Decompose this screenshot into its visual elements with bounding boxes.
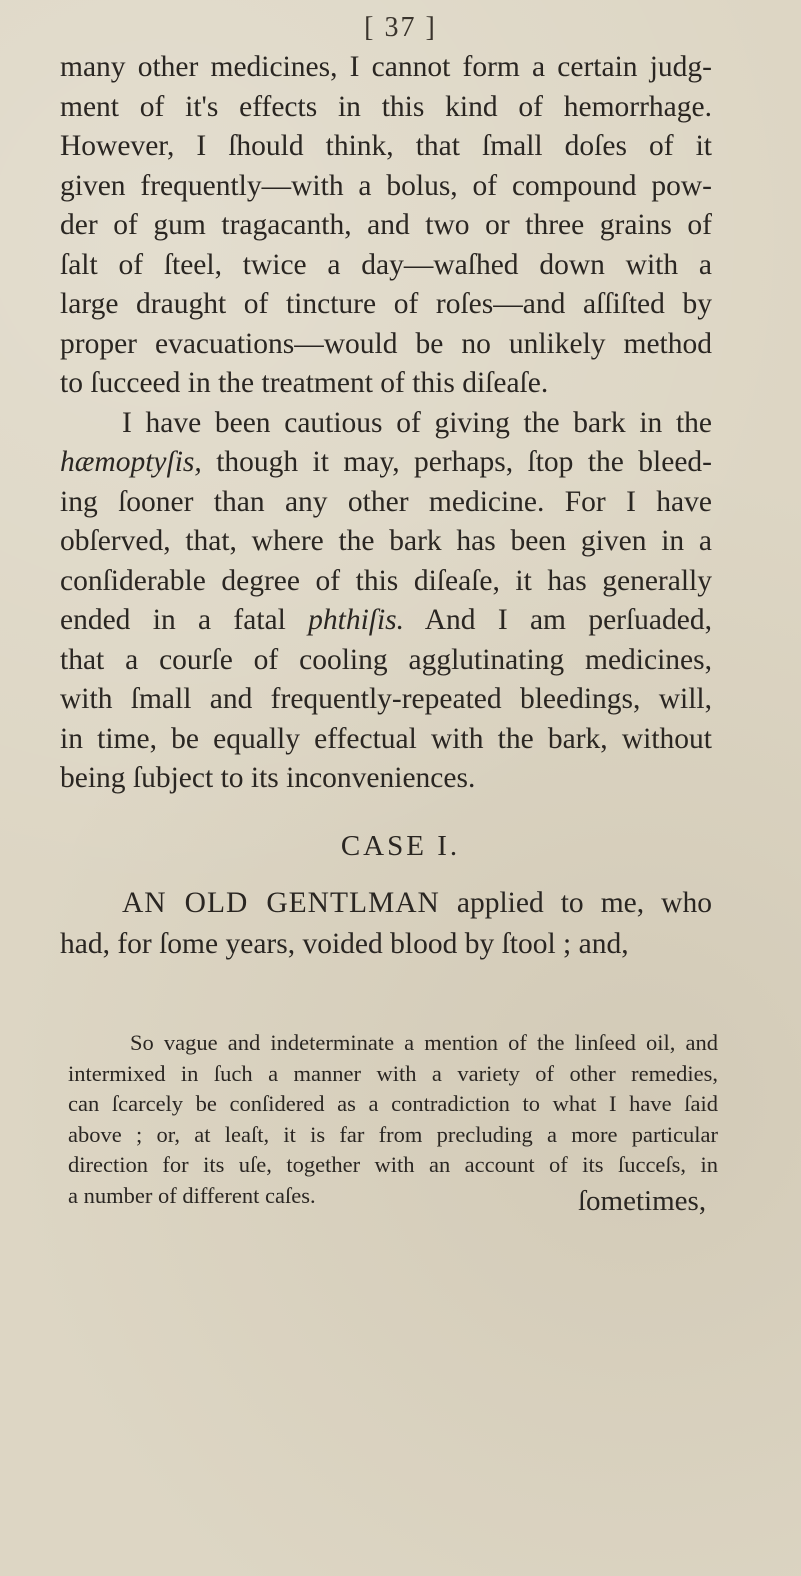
case-heading: CASE I. <box>340 830 461 862</box>
text-line: ing ſooner than any other medicine. For I have <box>60 485 712 518</box>
footnote <box>68 1028 718 1211</box>
text-line: However, I ſhould think, that ſmall doſes of it <box>60 130 712 162</box>
case-text <box>60 883 712 965</box>
text-line: large draught of tincture of roſes—and aſſiſted by <box>60 288 712 320</box>
text-line: conſiderable degree of this diſeaſe, it has generally <box>60 564 712 597</box>
footnote-line: So vague and indeterminate a mention of the linſeed oil, and <box>130 1030 718 1055</box>
text-line: many other medicines, I cannot form a certain judg- <box>60 51 712 83</box>
text-line: had, for ſome years, voided blood by ſtool ; and, <box>60 928 629 960</box>
text-line: obſerved, that, where the bark has been given in a <box>60 525 712 557</box>
text-line <box>60 883 712 924</box>
footnote-line: intermixed in ſuch a manner with a variety of other remedies, <box>68 1060 718 1086</box>
footnote-line: can ſcarcely be conſidered as a contradiction to what I have ſaid <box>68 1091 718 1116</box>
text-line <box>60 443 712 483</box>
page-number: [ 37 ] <box>364 12 437 43</box>
text-fragment: And I am perſuaded, <box>404 604 712 636</box>
text-line: being ſubject to its inconveniences. <box>60 762 476 794</box>
text-line: ſalt of ſteel, twice a day—waſhed down with a <box>60 248 712 281</box>
text-line: with ſmall and frequently-repeated bleedings, will, <box>60 683 712 715</box>
text-line: proper evacuations—would be no unlikely method <box>60 327 712 360</box>
text-line: der of gum tragacanth, and two or three grains of <box>60 209 712 241</box>
footnote-line: direction for its uſe, together with an account of its ſucceſs, in <box>68 1152 718 1177</box>
text-line <box>60 601 712 641</box>
text-line: in time, be equally effectual with the bark, without <box>60 722 712 755</box>
text-fragment: though it may, perhaps, ſtop the bleed- <box>201 446 712 478</box>
text-line: I have been cautious of giving the bark in the <box>122 406 712 439</box>
case-opening-caps: AN OLD GENTLMAN <box>122 887 440 919</box>
italic-term: hæmoptyſis, <box>60 446 202 478</box>
footnote-line: above ; or, at leaſt, it is far from precluding a more particular <box>68 1121 718 1147</box>
italic-term: phthiſis. <box>308 604 405 636</box>
text-line: to ſucceed in the treatment of this diſeaſe. <box>60 367 549 399</box>
text-line: that a courſe of cooling agglutinating medicines, <box>60 643 712 676</box>
footnote-line: a number of different caſes. <box>68 1182 316 1208</box>
catchword: ſometimes, <box>578 1185 707 1217</box>
text-fragment: applied to me, who <box>439 887 712 919</box>
text-fragment: ended in a fatal <box>60 604 309 636</box>
text-line: ment of it's effects in this kind of hemorrhage. <box>60 90 712 123</box>
main-text <box>60 48 712 799</box>
text-line: given frequently—with a bolus, of compound pow- <box>60 169 712 202</box>
